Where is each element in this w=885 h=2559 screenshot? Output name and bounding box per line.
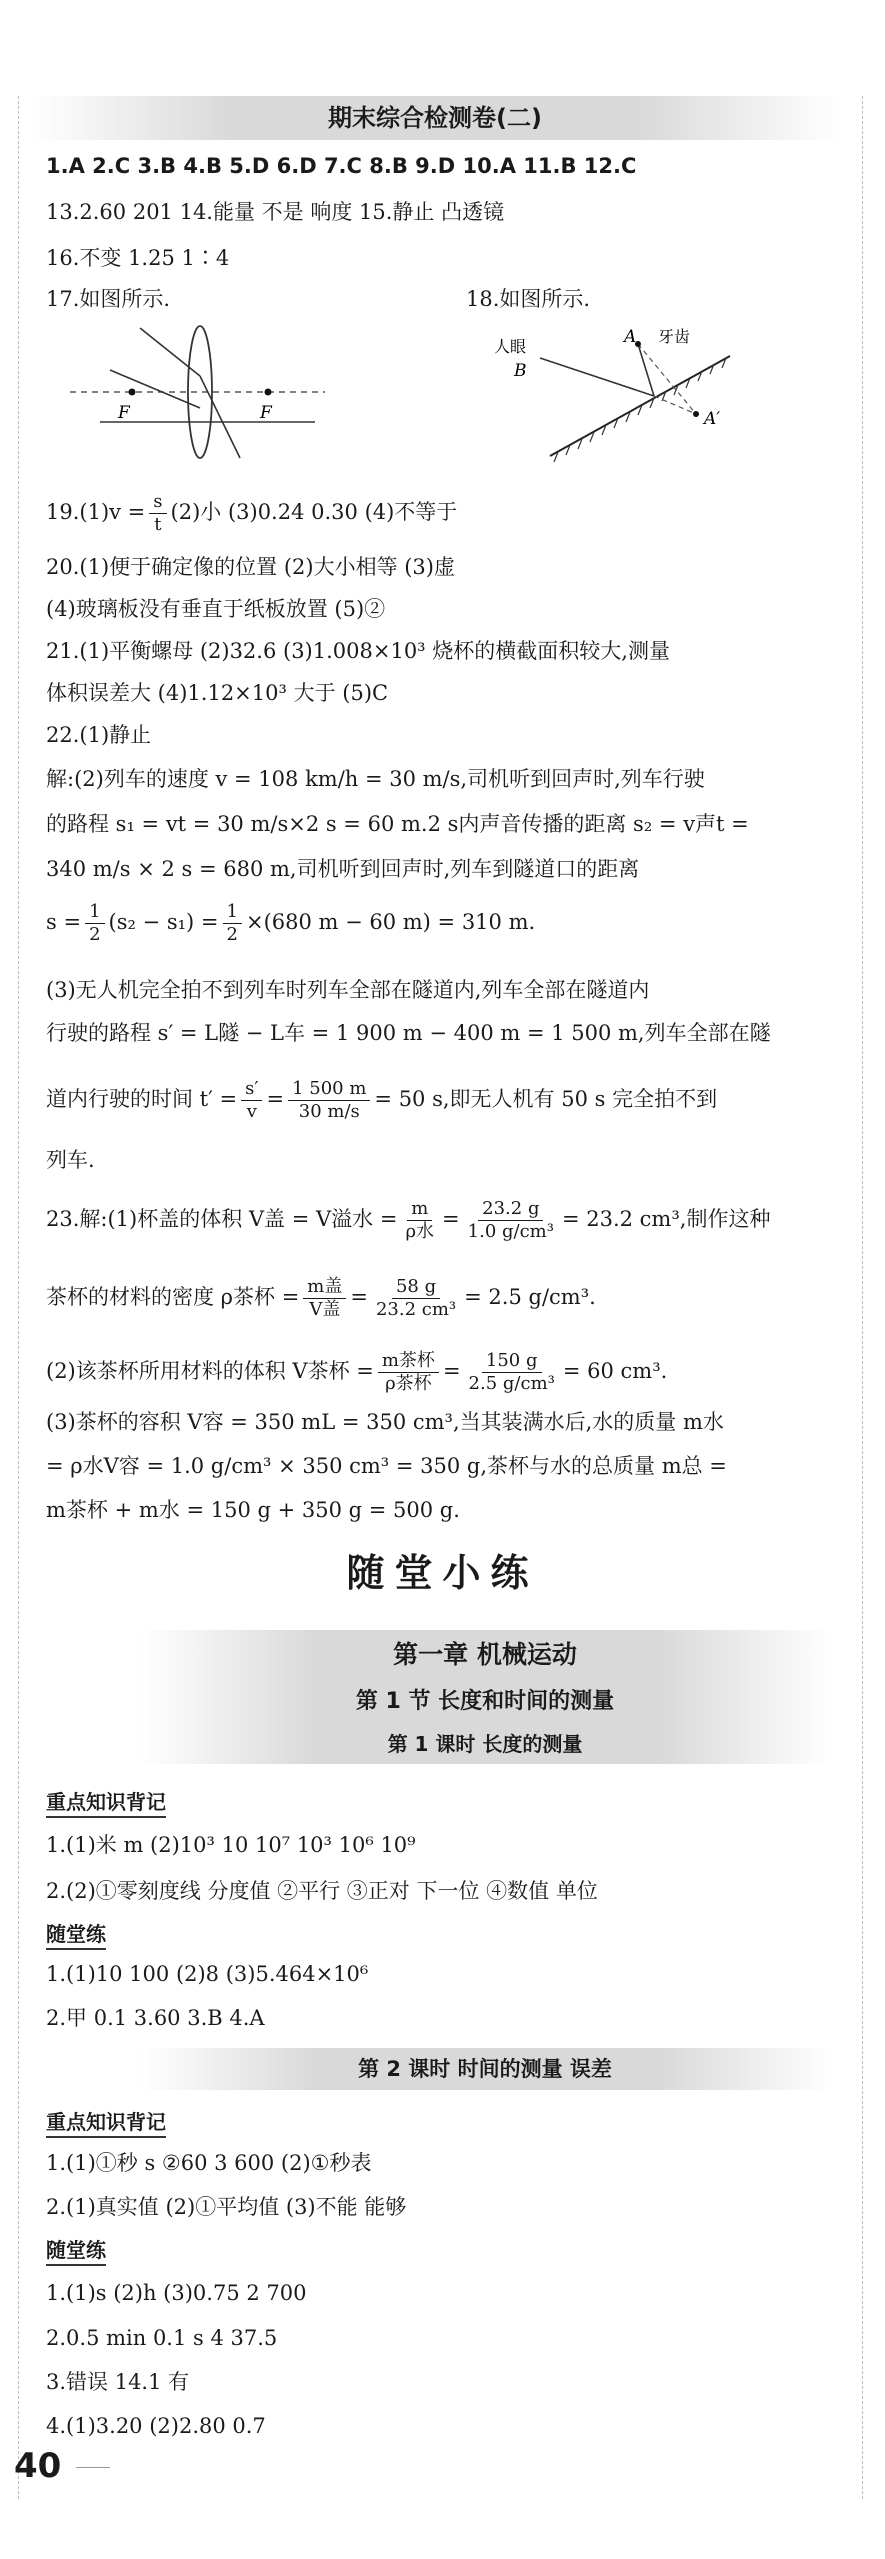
- answer-21b: 体积误差大 (4)1.12×10³ 大于 (5)C: [46, 681, 389, 705]
- answer-23c-lead: (2)该茶杯所用材料的体积 V茶杯 =: [46, 1359, 374, 1383]
- ray-out-1: [200, 376, 240, 458]
- answer-22e-mid: (s₂ − s₁) =: [108, 910, 219, 934]
- lesson1-title: 第 1 课时 长度的测量: [140, 1724, 830, 1764]
- answer-23f: m茶杯 + m水 = 150 g + 350 g = 500 g.: [46, 1498, 460, 1522]
- fraction-a2: [464, 1198, 558, 1243]
- incident-ray: [638, 344, 654, 396]
- answer-19-rest: (2)小 (3)0.24 0.30 (4)不等于: [170, 500, 458, 524]
- fraction-b1: [303, 1276, 346, 1321]
- label-f-left: F: [118, 403, 130, 423]
- lesson2-practice-2: 2.0.5 min 0.1 s 4 37.5: [46, 2326, 278, 2350]
- label-b: B: [514, 361, 527, 381]
- frac-den: 2.5 g/cm³: [468, 1373, 555, 1394]
- mirror-reflection-diagram: [490, 318, 790, 468]
- right-margin-line: [862, 96, 863, 2499]
- answer-22e-lead: s =: [46, 910, 82, 934]
- chapter-title: 第一章 机械运动: [140, 1630, 830, 1680]
- reflected-ray: [540, 358, 654, 396]
- answer-23d: (3)茶杯的容积 V容 = 350 mL = 350 cm³,当其装满水后,水的质量 m水: [46, 1410, 724, 1434]
- lesson2-key-1: 1.(1)①秒 s ②60 3 600 (2)①秒表: [46, 2151, 372, 2175]
- page-number: 40: [14, 2446, 62, 2486]
- answer-23b: 茶杯的材料的密度 ρ茶杯 = $\frac{\text{m盖}}{\text{V盖}}$ = $\frac{58 g}{\text{23.2 cm³}}$ = 2.5 g/cm³.: [46, 1276, 596, 1320]
- lesson1-practice-1: 1.(1)10 100 (2)8 (3)5.464×10⁶: [46, 1962, 369, 1986]
- left-margin-line: [18, 96, 19, 2499]
- point-a-prime: [693, 411, 699, 417]
- fraction-b2: [372, 1276, 460, 1321]
- frac-den: v: [246, 1101, 257, 1122]
- frac-den: V盖: [309, 1299, 341, 1320]
- frac-den: 2: [226, 924, 238, 945]
- virtual-ray: [654, 396, 696, 414]
- lesson2-practice-4: 4.(1)3.20 (2)2.80 0.7: [46, 2414, 266, 2438]
- lesson1-key-1: 1.(1)米 m (2)10³ 10 10⁷ 10³ 10⁶ 10⁹: [46, 1833, 416, 1857]
- fraction-c1: [378, 1350, 439, 1395]
- focus-left: [129, 389, 136, 396]
- fraction-a1: [401, 1198, 438, 1243]
- answer-20b: (4)玻璃板没有垂直于纸板放置 (5)②: [46, 597, 386, 621]
- answer-22h-rest: = 50 s,即无人机有 50 s 完全拍不到: [374, 1087, 718, 1111]
- answer-22i: 列车.: [46, 1148, 95, 1172]
- answer-23e: = ρ水V容 = 1.0 g/cm³ × 350 cm³ = 350 g,茶杯与水的总质量 m总 =: [46, 1454, 727, 1478]
- frac-den: t: [154, 514, 162, 535]
- frac-num: 1: [85, 901, 104, 924]
- answer-22a: 22.(1)静止: [46, 723, 152, 747]
- answer-19: [46, 491, 457, 536]
- answer-22e: [46, 901, 535, 946]
- answer-23a-lead: 23.解:(1)杯盖的体积 V盖 = V溢水 =: [46, 1207, 398, 1231]
- answer-21a: 21.(1)平衡螺母 (2)32.6 (3)1.008×10³ 烧杯的横截面积较大,测量: [46, 639, 670, 663]
- label-a-prime: A′: [704, 409, 721, 429]
- frac-num: 1: [223, 901, 242, 924]
- frac-num: 58 g: [392, 1276, 440, 1299]
- answer-line-3: 16.不变 1.25 1∶4: [46, 246, 230, 270]
- answer-22b: 解:(2)列车的速度 v = 108 km/h = 30 m/s,司机听到回声时,列车行驶: [46, 767, 705, 791]
- label-f-right: F: [260, 403, 272, 423]
- lesson1-key-2: 2.(2)①零刻度线 分度值 ②平行 ③正对 下一位 ④数值 单位: [46, 1879, 598, 1903]
- lesson2-practice-heading: 随堂练: [46, 2234, 106, 2266]
- lens-ray-diagram: [70, 318, 330, 468]
- answer-23a-rest: = 23.2 cm³,制作这种: [561, 1207, 771, 1231]
- fraction-t: [241, 1078, 262, 1123]
- lesson1-practice-heading: 随堂练: [46, 1918, 106, 1950]
- answer-22f: (3)无人机完全拍不到列车时列车全部在隧道内,列车全部在隧道内: [46, 978, 650, 1002]
- lesson1-key-heading: 重点知识背记: [46, 1786, 166, 1818]
- answer-23b-lead: 茶杯的材料的密度 ρ茶杯 =: [46, 1285, 300, 1309]
- frac-num: m: [407, 1198, 432, 1221]
- label-eye: 人眼: [494, 337, 527, 356]
- fraction-t-value: [288, 1078, 370, 1123]
- label-a: A: [624, 327, 637, 347]
- frac-den: ρ水: [405, 1221, 435, 1242]
- answer-22g: 行驶的路程 s′ = L隧 − L车 = 1 900 m − 400 m = 1 500 m,列车全部在隧: [46, 1021, 771, 1045]
- answer-22h: 道内行驶的时间 t′ = $\frac{s'}{v}$ = $\frac{1 500 m}{30 m/s}$ = 50 s,即无人机有 50 s 完全拍不到: [46, 1078, 718, 1122]
- frac-num: 23.2 g: [478, 1198, 543, 1221]
- frac-num: s′: [241, 1078, 262, 1101]
- answer-23c: (2)该茶杯所用材料的体积 V茶杯 = $\frac{\text{m茶杯}}{\text{ρ茶杯}}$ = $\frac{150 g}{\text{2.5 g/cm³}}$ = 60 cm³.: [46, 1350, 668, 1394]
- answer-23a: 23.解:(1)杯盖的体积 V盖 = V溢水 = $\frac{m}{\text{ρ水}}$ = $\frac{23.2 g}{\text{1.0 g/cm³}}$ = 23.2 cm³,制作这种: [46, 1198, 771, 1242]
- frac-num: m盖: [303, 1276, 346, 1299]
- focus-right: [265, 389, 272, 396]
- lesson2-title: 第 2 课时 时间的测量 误差: [140, 2048, 830, 2090]
- answer-23c-rest: = 60 cm³.: [562, 1359, 668, 1383]
- frac-den: 1.0 g/cm³: [467, 1221, 554, 1242]
- answer-20a: 20.(1)便于确定像的位置 (2)大小相等 (3)虚: [46, 555, 455, 579]
- frac-num: 1 500 m: [288, 1078, 370, 1101]
- page-number-dash: [76, 2467, 110, 2468]
- frac-num: m茶杯: [378, 1350, 439, 1373]
- frac-num: s: [149, 491, 166, 514]
- lesson2-practice-3: 3.错误 14.1 有: [46, 2370, 190, 2394]
- frac-num: 150 g: [482, 1350, 542, 1373]
- answer-18: 18.如图所示.: [466, 287, 591, 311]
- answer-line-2: 13.2.60 201 14.能量 不是 响度 15.静止 凸透镜: [46, 200, 505, 224]
- frac-den: 23.2 cm³: [375, 1299, 457, 1320]
- answer-line-1: 1.A 2.C 3.B 4.B 5.D 6.D 7.C 8.B 9.D 10.A 11.B 12.C: [46, 154, 637, 178]
- answer-23b-rest: = 2.5 g/cm³.: [464, 1285, 596, 1309]
- fraction-half-2: [223, 901, 242, 946]
- answer-17: 17.如图所示.: [46, 287, 171, 311]
- lesson2-key-2: 2.(1)真实值 (2)①平均值 (3)不能 能够: [46, 2195, 407, 2219]
- fraction-v: [149, 491, 166, 536]
- section1-title: 第 1 节 长度和时间的测量: [140, 1680, 830, 1724]
- frac-den: 2: [89, 924, 101, 945]
- answer-22d: 340 m/s × 2 s = 680 m,司机听到回声时,列车到隧道口的距离: [46, 857, 640, 881]
- answer-22e-rest: ×(680 m − 60 m) = 310 m.: [245, 910, 536, 934]
- fraction-c2: [465, 1350, 559, 1395]
- section-title: 随堂小练: [346, 1551, 539, 1595]
- frac-den: ρ茶杯: [385, 1373, 432, 1394]
- fraction-half-1: [85, 901, 104, 946]
- answer-22h-lead: 道内行驶的时间 t′ =: [46, 1087, 238, 1111]
- exam-title: 期末综合检测卷(二): [30, 96, 840, 140]
- lesson2-practice-1: 1.(1)s (2)h (3)0.75 2 700: [46, 2281, 307, 2305]
- label-teeth: 牙齿: [658, 327, 691, 346]
- lesson1-practice-2: 2.甲 0.1 3.60 3.B 4.A: [46, 2006, 265, 2030]
- answer-22c: 的路程 s₁ = vt = 30 m/s×2 s = 60 m.2 s内声音传播的距离 s₂ = v声t =: [46, 812, 749, 836]
- frac-den: 30 m/s: [298, 1101, 360, 1122]
- lesson2-key-heading: 重点知识背记: [46, 2106, 166, 2138]
- answer-19-lead: 19.(1)v =: [46, 500, 146, 524]
